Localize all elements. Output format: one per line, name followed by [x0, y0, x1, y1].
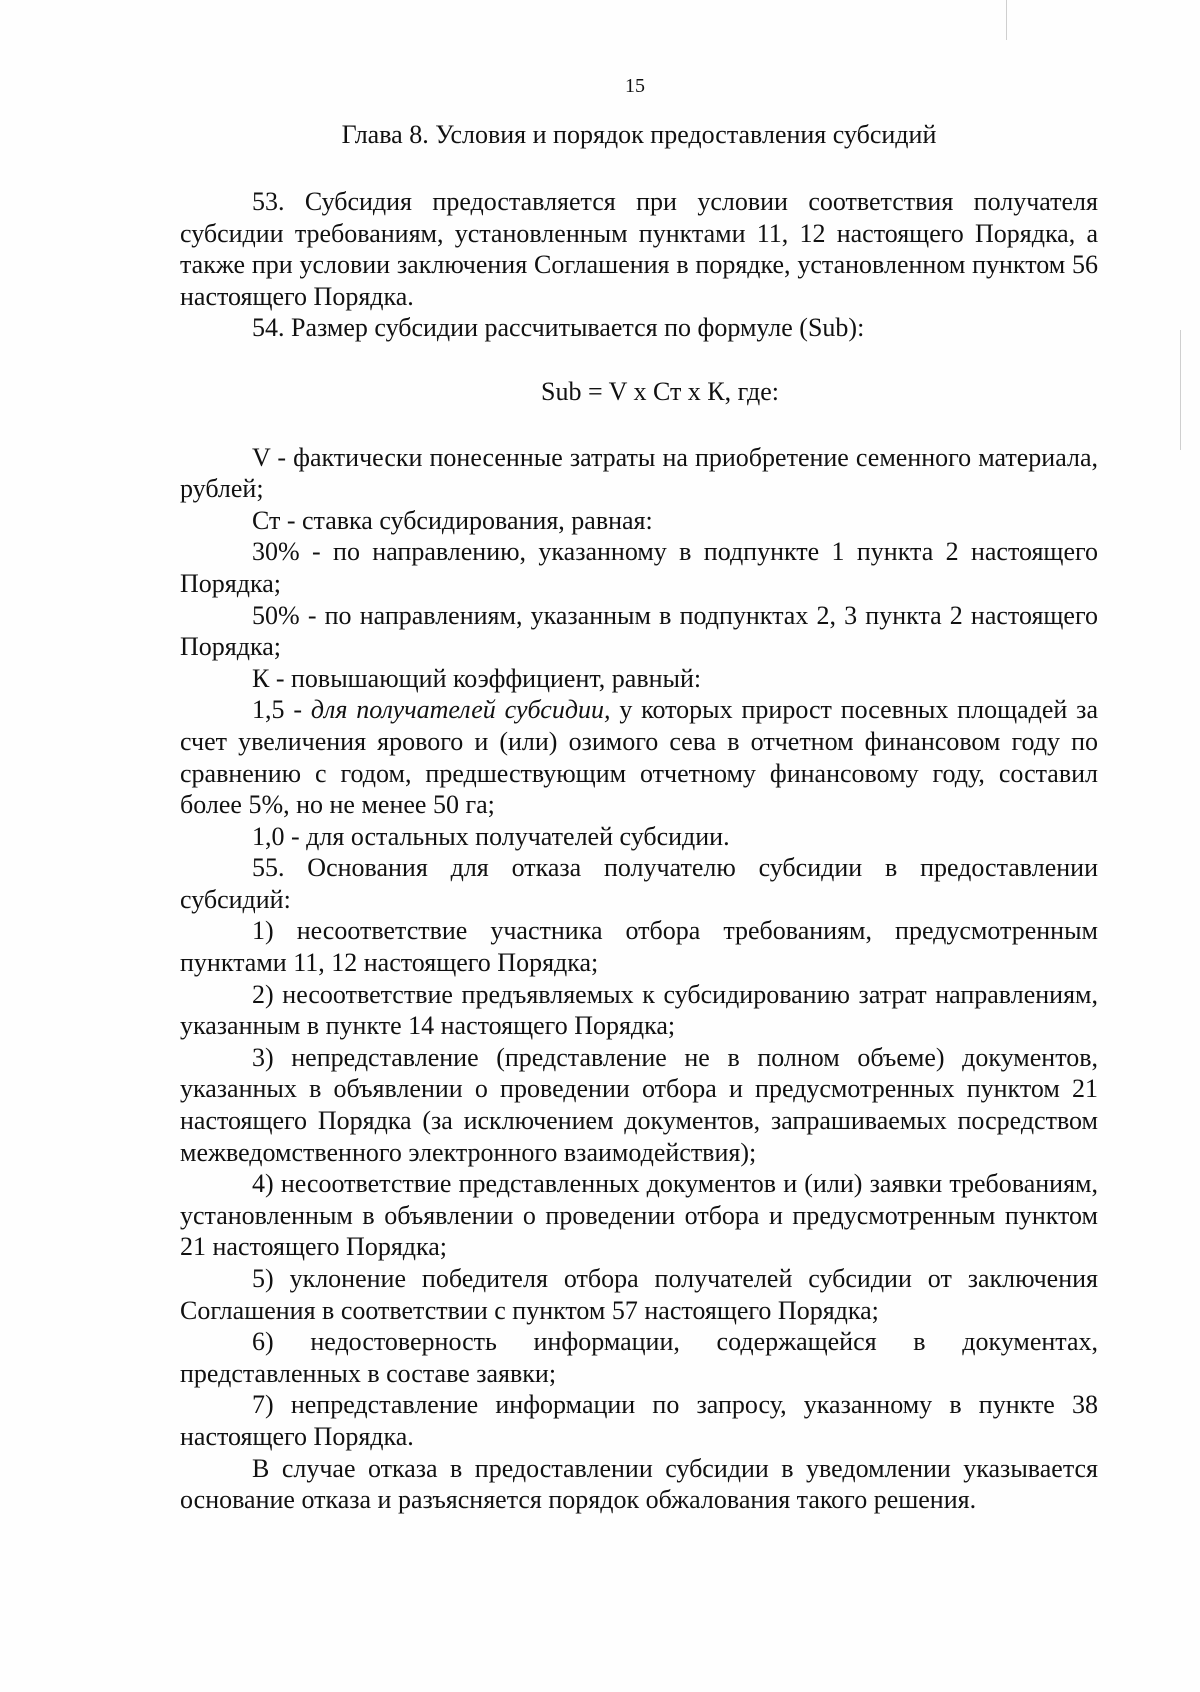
- rate-30-percent: 30% - по направлению, указанному в подпункте 1 пункта 2 настоящего Порядка;: [180, 537, 1098, 598]
- definition-v: V - фактически понесенные затраты на приобретение семенного материала, рублей;: [180, 442, 1098, 504]
- definition-k: К - повышающий коэффициент, равный:: [252, 663, 702, 693]
- definition-st: Ст - ставка субсидирования, равная:: [252, 505, 653, 535]
- refusal-reason-2: 2) несоответствие предъявляемых к субсидированию затрат направлениям, указанным в пункте 14 настоящего Порядка;: [180, 979, 1098, 1041]
- paragraph-55: 55. Основания для отказа получателю субсидии в предоставлении субсидий:: [180, 853, 1098, 914]
- refusal-notice-paragraph: В случае отказа в предоставлении субсидии в уведомлении указывается основание отказа и разъясняется порядок обжалования такого решения.: [180, 1453, 1098, 1515]
- coefficient-1-5-value: 1,5 -: [252, 695, 311, 725]
- subsidy-formula: Sub = V х Ст х К, где:: [540, 376, 780, 406]
- coefficient-1-5: [180, 694, 1098, 820]
- document-body: [180, 186, 1098, 1516]
- refusal-reason-6: 6) недостоверность информации, содержащейся в документах, представленных в составе заявки;: [180, 1327, 1098, 1388]
- page-number: 15: [625, 75, 645, 97]
- rate-50-percent: 50% - по направлениям, указанным в подпунктах 2, 3 пункта 2 настоящего Порядка;: [180, 600, 1098, 662]
- coefficient-1-0: 1,0 - для остальных получателей субсидии.: [252, 821, 730, 851]
- refusal-reason-5: 5) уклонение победителя отбора получателей субсидии от заключения Соглашения в соответствии с пунктом 57 настоящего Порядка;: [180, 1264, 1098, 1325]
- coefficient-1-5-italic-text: для получателей субсидии,: [310, 695, 611, 725]
- paragraph-53: 53. Субсидия предоставляется при условии соответствия получателя субсидии требованиям, установленным пунктами 11, 12 настоящего Порядка, а также при условии заключения Соглашения в порядке, установленном пунктом 56 настоящего Порядка.: [180, 187, 1098, 311]
- paragraph-54: 54. Размер субсидии рассчитывается по формуле (Sub):: [252, 313, 865, 343]
- scan-edge-mark-right: [1180, 330, 1181, 450]
- coefficient-1-5-text: у которых прирост посевных площадей за счет увеличения ярового и (или) озимого сева в отчетном финансовом году по сравнению с годом, предшествующим отчетному финансовому году, составил более 5%, но не менее 50 га;: [180, 695, 1098, 820]
- refusal-reason-3: 3) непредставление (представление не в полном объеме) документов, указанных в объявлении о проведении отбора и предусмотренных пунктом 21 настоящего Порядка (за исключением документов, запрашиваемых посредством межведомственного электронного взаимодействия);: [180, 1042, 1098, 1167]
- refusal-reason-7: 7) непредставление информации по запросу, указанному в пункте 38 настоящего Порядка.: [180, 1390, 1098, 1451]
- chapter-title: Глава 8. Условия и порядок предоставления субсидий: [341, 120, 937, 149]
- refusal-reason-1: 1) несоответствие участника отбора требованиям, предусмотренным пунктами 11, 12 настоящего Порядка;: [180, 916, 1098, 978]
- scan-edge-mark-top: [1006, 0, 1007, 40]
- refusal-reason-4: 4) несоответствие представленных документов и (или) заявки требованиям, установленным в объявлении о проведении отбора и предусмотренным пунктом 21 настоящего Порядка;: [180, 1169, 1098, 1262]
